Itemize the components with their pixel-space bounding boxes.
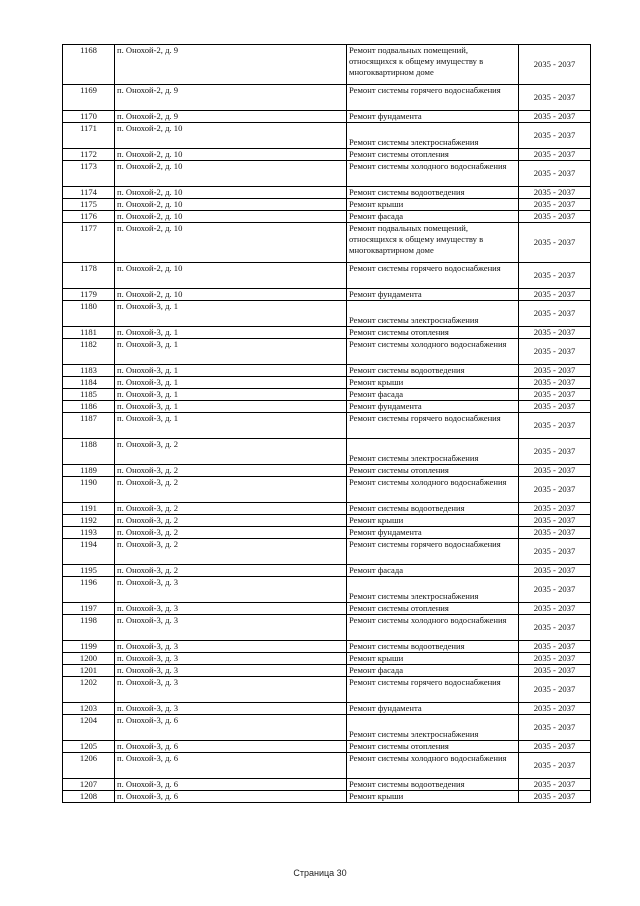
table-row xyxy=(63,263,591,289)
row-number: 1177 xyxy=(63,223,115,263)
row-period: 2035 - 2037 xyxy=(519,389,591,401)
table-row xyxy=(63,301,591,327)
table-row xyxy=(63,365,591,377)
row-number: 1171 xyxy=(63,123,115,149)
row-period: 2035 - 2037 xyxy=(519,123,591,149)
row-address: п. Онохой-2, д. 10 xyxy=(115,211,347,223)
table-row xyxy=(63,565,591,577)
row-period: 2035 - 2037 xyxy=(519,301,591,327)
row-address: п. Онохой-3, д. 6 xyxy=(115,715,347,741)
row-work-type: Ремонт фундамента xyxy=(347,289,519,301)
row-number: 1200 xyxy=(63,653,115,665)
table-row xyxy=(63,641,591,653)
row-work-type: Ремонт системы водоотведения xyxy=(347,641,519,653)
row-work-type: Ремонт крыши xyxy=(347,515,519,527)
row-number: 1173 xyxy=(63,161,115,187)
row-period: 2035 - 2037 xyxy=(519,653,591,665)
row-period: 2035 - 2037 xyxy=(519,503,591,515)
row-work-type: Ремонт фасада xyxy=(347,211,519,223)
row-number: 1205 xyxy=(63,741,115,753)
row-number: 1175 xyxy=(63,199,115,211)
row-period: 2035 - 2037 xyxy=(519,615,591,641)
row-work-type: Ремонт крыши xyxy=(347,791,519,803)
row-address: п. Онохой-3, д. 3 xyxy=(115,653,347,665)
row-address: п. Онохой-3, д. 1 xyxy=(115,377,347,389)
row-period: 2035 - 2037 xyxy=(519,577,591,603)
row-work-type: Ремонт системы водоотведения xyxy=(347,503,519,515)
table-row xyxy=(63,665,591,677)
row-period: 2035 - 2037 xyxy=(519,677,591,703)
row-work-type: Ремонт системы горячего водоснабжения xyxy=(347,263,519,289)
row-number: 1208 xyxy=(63,791,115,803)
row-period: 2035 - 2037 xyxy=(519,527,591,539)
row-period: 2035 - 2037 xyxy=(519,539,591,565)
row-period: 2035 - 2037 xyxy=(519,111,591,123)
row-number: 1174 xyxy=(63,187,115,199)
table-row xyxy=(63,779,591,791)
row-address: п. Онохой-3, д. 1 xyxy=(115,327,347,339)
table-row xyxy=(63,477,591,503)
row-address: п. Онохой-3, д. 3 xyxy=(115,677,347,703)
row-work-type: Ремонт подвальных помещений, относящихся к общему имуществу в многоквартирном доме xyxy=(347,45,519,85)
row-address: п. Онохой-3, д. 2 xyxy=(115,539,347,565)
row-address: п. Онохой-3, д. 2 xyxy=(115,465,347,477)
row-work-type: Ремонт подвальных помещений, относящихся к общему имуществу в многоквартирном доме xyxy=(347,223,519,263)
row-work-type: Ремонт системы электроснабжения xyxy=(347,577,519,603)
row-period: 2035 - 2037 xyxy=(519,715,591,741)
row-number: 1172 xyxy=(63,149,115,161)
table-row xyxy=(63,111,591,123)
row-number: 1178 xyxy=(63,263,115,289)
row-address: п. Онохой-3, д. 3 xyxy=(115,665,347,677)
row-period: 2035 - 2037 xyxy=(519,289,591,301)
row-work-type: Ремонт системы горячего водоснабжения xyxy=(347,85,519,111)
row-address: п. Онохой-3, д. 6 xyxy=(115,753,347,779)
row-work-type: Ремонт системы электроснабжения xyxy=(347,123,519,149)
table-row xyxy=(63,539,591,565)
row-address: п. Онохой-3, д. 2 xyxy=(115,527,347,539)
table-row xyxy=(63,677,591,703)
row-period: 2035 - 2037 xyxy=(519,703,591,715)
row-number: 1198 xyxy=(63,615,115,641)
table-row xyxy=(63,161,591,187)
row-address: п. Онохой-3, д. 6 xyxy=(115,791,347,803)
table-row xyxy=(63,527,591,539)
row-work-type: Ремонт системы электроснабжения xyxy=(347,715,519,741)
row-address: п. Онохой-2, д. 9 xyxy=(115,111,347,123)
row-work-type: Ремонт системы отопления xyxy=(347,465,519,477)
row-period: 2035 - 2037 xyxy=(519,791,591,803)
row-work-type: Ремонт фасада xyxy=(347,565,519,577)
row-number: 1169 xyxy=(63,85,115,111)
row-address: п. Онохой-2, д. 10 xyxy=(115,223,347,263)
row-work-type: Ремонт системы горячего водоснабжения xyxy=(347,539,519,565)
row-address: п. Онохой-3, д. 3 xyxy=(115,641,347,653)
row-work-type: Ремонт фасада xyxy=(347,389,519,401)
row-work-type: Ремонт фундамента xyxy=(347,527,519,539)
row-number: 1176 xyxy=(63,211,115,223)
table-row xyxy=(63,199,591,211)
table-body xyxy=(63,45,591,803)
row-work-type: Ремонт фундамента xyxy=(347,401,519,413)
row-work-type: Ремонт системы электроснабжения xyxy=(347,439,519,465)
row-period: 2035 - 2037 xyxy=(519,45,591,85)
row-period: 2035 - 2037 xyxy=(519,477,591,503)
row-number: 1193 xyxy=(63,527,115,539)
row-period: 2035 - 2037 xyxy=(519,401,591,413)
row-work-type: Ремонт системы холодного водоснабжения xyxy=(347,477,519,503)
table-row xyxy=(63,465,591,477)
row-work-type: Ремонт системы отопления xyxy=(347,741,519,753)
row-address: п. Онохой-3, д. 1 xyxy=(115,401,347,413)
table-row xyxy=(63,615,591,641)
row-address: п. Онохой-2, д. 9 xyxy=(115,45,347,85)
row-period: 2035 - 2037 xyxy=(519,779,591,791)
row-work-type: Ремонт крыши xyxy=(347,653,519,665)
row-work-type: Ремонт системы водоотведения xyxy=(347,365,519,377)
row-number: 1196 xyxy=(63,577,115,603)
row-period: 2035 - 2037 xyxy=(519,365,591,377)
row-work-type: Ремонт крыши xyxy=(347,199,519,211)
row-number: 1206 xyxy=(63,753,115,779)
row-number: 1186 xyxy=(63,401,115,413)
row-number: 1202 xyxy=(63,677,115,703)
table-row xyxy=(63,715,591,741)
row-address: п. Онохой-3, д. 2 xyxy=(115,477,347,503)
row-address: п. Онохой-3, д. 2 xyxy=(115,565,347,577)
table-row xyxy=(63,223,591,263)
table-row xyxy=(63,439,591,465)
row-work-type: Ремонт системы водоотведения xyxy=(347,187,519,199)
row-address: п. Онохой-3, д. 1 xyxy=(115,365,347,377)
row-address: п. Онохой-3, д. 1 xyxy=(115,301,347,327)
row-number: 1201 xyxy=(63,665,115,677)
row-number: 1204 xyxy=(63,715,115,741)
row-period: 2035 - 2037 xyxy=(519,149,591,161)
row-address: п. Онохой-3, д. 1 xyxy=(115,389,347,401)
row-address: п. Онохой-3, д. 3 xyxy=(115,615,347,641)
row-address: п. Онохой-3, д. 3 xyxy=(115,577,347,603)
row-address: п. Онохой-2, д. 9 xyxy=(115,85,347,111)
row-period: 2035 - 2037 xyxy=(519,565,591,577)
table-row xyxy=(63,187,591,199)
row-number: 1195 xyxy=(63,565,115,577)
row-address: п. Онохой-2, д. 10 xyxy=(115,263,347,289)
row-number: 1188 xyxy=(63,439,115,465)
row-period: 2035 - 2037 xyxy=(519,161,591,187)
row-number: 1199 xyxy=(63,641,115,653)
row-work-type: Ремонт системы горячего водоснабжения xyxy=(347,413,519,439)
row-period: 2035 - 2037 xyxy=(519,413,591,439)
row-address: п. Онохой-3, д. 6 xyxy=(115,741,347,753)
row-period: 2035 - 2037 xyxy=(519,187,591,199)
row-period: 2035 - 2037 xyxy=(519,223,591,263)
row-work-type: Ремонт системы водоотведения xyxy=(347,779,519,791)
page-number: Страница 30 xyxy=(293,868,347,878)
row-number: 1168 xyxy=(63,45,115,85)
table-row xyxy=(63,389,591,401)
row-address: п. Онохой-2, д. 10 xyxy=(115,187,347,199)
table-row xyxy=(63,791,591,803)
row-address: п. Онохой-2, д. 10 xyxy=(115,289,347,301)
document-table-container xyxy=(62,44,590,803)
row-work-type: Ремонт системы отопления xyxy=(347,149,519,161)
row-period: 2035 - 2037 xyxy=(519,327,591,339)
row-period: 2035 - 2037 xyxy=(519,199,591,211)
row-number: 1190 xyxy=(63,477,115,503)
row-address: п. Онохой-2, д. 10 xyxy=(115,123,347,149)
row-period: 2035 - 2037 xyxy=(519,439,591,465)
row-number: 1197 xyxy=(63,603,115,615)
table-row xyxy=(63,577,591,603)
row-work-type: Ремонт фундамента xyxy=(347,703,519,715)
row-period: 2035 - 2037 xyxy=(519,85,591,111)
table-row xyxy=(63,123,591,149)
row-address: п. Онохой-2, д. 10 xyxy=(115,149,347,161)
row-number: 1207 xyxy=(63,779,115,791)
row-number: 1187 xyxy=(63,413,115,439)
row-number: 1191 xyxy=(63,503,115,515)
row-address: п. Онохой-3, д. 6 xyxy=(115,779,347,791)
row-number: 1182 xyxy=(63,339,115,365)
table-row xyxy=(63,741,591,753)
row-work-type: Ремонт системы отопления xyxy=(347,603,519,615)
repair-schedule-table xyxy=(62,44,591,803)
table-row xyxy=(63,149,591,161)
row-number: 1180 xyxy=(63,301,115,327)
row-period: 2035 - 2037 xyxy=(519,603,591,615)
table-row xyxy=(63,45,591,85)
row-work-type: Ремонт системы холодного водоснабжения xyxy=(347,753,519,779)
row-period: 2035 - 2037 xyxy=(519,263,591,289)
row-period: 2035 - 2037 xyxy=(519,641,591,653)
row-work-type: Ремонт системы отопления xyxy=(347,327,519,339)
table-row xyxy=(63,503,591,515)
row-address: п. Онохой-3, д. 2 xyxy=(115,515,347,527)
row-number: 1183 xyxy=(63,365,115,377)
row-number: 1194 xyxy=(63,539,115,565)
row-number: 1179 xyxy=(63,289,115,301)
row-work-type: Ремонт фасада xyxy=(347,665,519,677)
table-row xyxy=(63,339,591,365)
table-row xyxy=(63,401,591,413)
row-period: 2035 - 2037 xyxy=(519,741,591,753)
table-row xyxy=(63,377,591,389)
table-row xyxy=(63,515,591,527)
row-work-type: Ремонт фундамента xyxy=(347,111,519,123)
row-number: 1185 xyxy=(63,389,115,401)
table-row xyxy=(63,703,591,715)
row-address: п. Онохой-2, д. 10 xyxy=(115,199,347,211)
row-number: 1203 xyxy=(63,703,115,715)
row-period: 2035 - 2037 xyxy=(519,665,591,677)
row-work-type: Ремонт системы холодного водоснабжения xyxy=(347,615,519,641)
table-row xyxy=(63,211,591,223)
row-period: 2035 - 2037 xyxy=(519,753,591,779)
table-row xyxy=(63,753,591,779)
row-work-type: Ремонт системы холодного водоснабжения xyxy=(347,161,519,187)
row-address: п. Онохой-3, д. 1 xyxy=(115,413,347,439)
row-address: п. Онохой-3, д. 3 xyxy=(115,703,347,715)
row-address: п. Онохой-3, д. 1 xyxy=(115,339,347,365)
row-number: 1184 xyxy=(63,377,115,389)
table-row xyxy=(63,653,591,665)
row-number: 1189 xyxy=(63,465,115,477)
row-number: 1192 xyxy=(63,515,115,527)
row-address: п. Онохой-2, д. 10 xyxy=(115,161,347,187)
table-row xyxy=(63,413,591,439)
table-row xyxy=(63,289,591,301)
row-period: 2035 - 2037 xyxy=(519,211,591,223)
row-work-type: Ремонт системы холодного водоснабжения xyxy=(347,339,519,365)
table-row xyxy=(63,603,591,615)
row-period: 2035 - 2037 xyxy=(519,339,591,365)
row-period: 2035 - 2037 xyxy=(519,377,591,389)
table-row xyxy=(63,85,591,111)
row-work-type: Ремонт крыши xyxy=(347,377,519,389)
row-address: п. Онохой-3, д. 2 xyxy=(115,503,347,515)
row-period: 2035 - 2037 xyxy=(519,515,591,527)
row-number: 1181 xyxy=(63,327,115,339)
row-work-type: Ремонт системы электроснабжения xyxy=(347,301,519,327)
row-number: 1170 xyxy=(63,111,115,123)
row-address: п. Онохой-3, д. 2 xyxy=(115,439,347,465)
table-row xyxy=(63,327,591,339)
row-address: п. Онохой-3, д. 3 xyxy=(115,603,347,615)
row-period: 2035 - 2037 xyxy=(519,465,591,477)
row-work-type: Ремонт системы горячего водоснабжения xyxy=(347,677,519,703)
